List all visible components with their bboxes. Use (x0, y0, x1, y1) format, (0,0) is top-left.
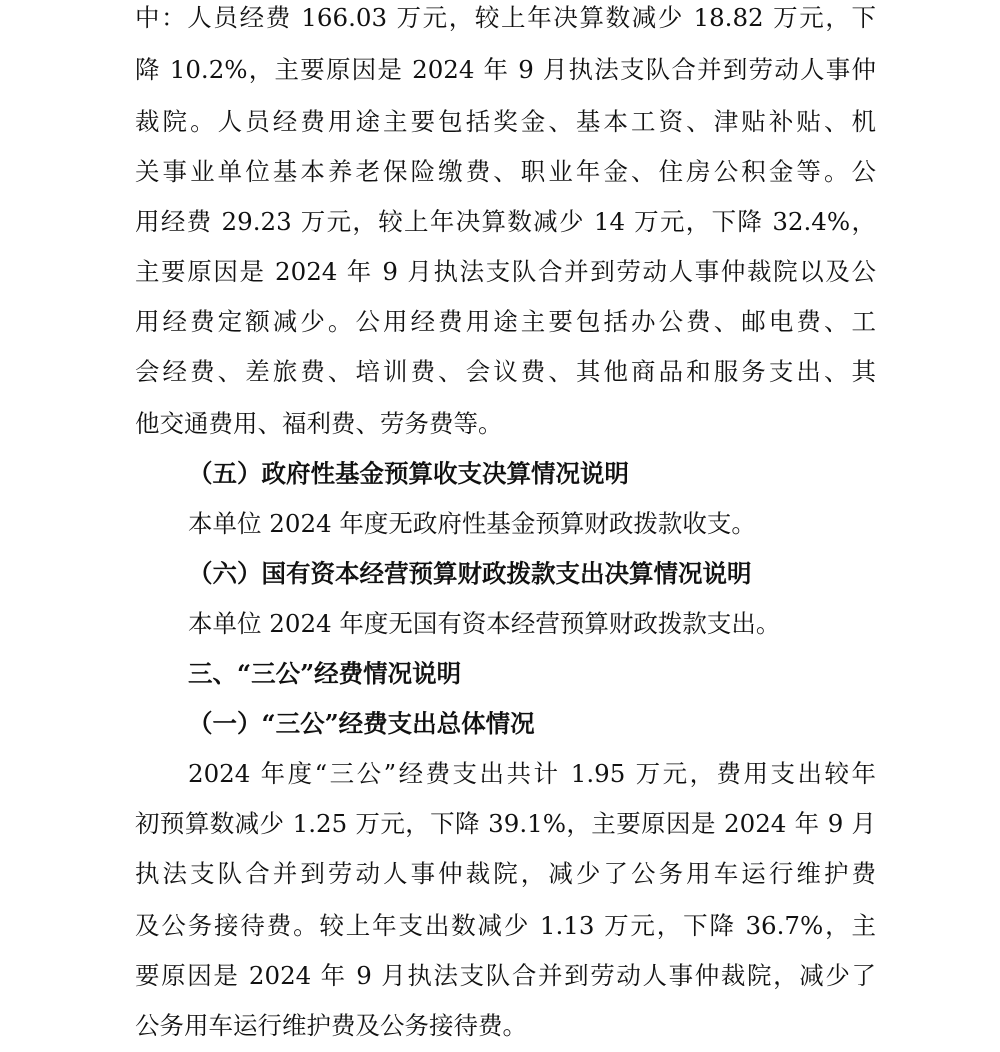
body-text-line: 2024 年度“三公”经费支出共计 1.95 万元，费用支出较年 (188, 759, 876, 788)
body-text-line: 裁院。人员经费用途主要包括奖金、基本工资、津贴补贴、机 (135, 107, 876, 136)
body-text-line: 关事业单位基本养老保险缴费、职业年金、住房公积金等。公 (135, 157, 876, 186)
body-text-line: 要原因是 2024 年 9 月执法支队合并到劳动人事仲裁院，减少了 (135, 961, 876, 990)
subsection-heading-5: （五）政府性基金预算收支决算情况说明 (188, 459, 629, 488)
body-text-line: 中：人员经费 166.03 万元，较上年决算数减少 18.82 万元，下 (135, 3, 876, 32)
subsection-heading-3-1: （一）“三公”经费支出总体情况 (188, 709, 535, 738)
body-text-line: 会经费、差旅费、培训费、会议费、其他商品和服务支出、其 (135, 357, 876, 386)
body-text-line: 主要原因是 2024 年 9 月执法支队合并到劳动人事仲裁院以及公 (135, 257, 876, 286)
body-text-line: 本单位 2024 年度无政府性基金预算财政拨款收支。 (188, 509, 756, 538)
body-text-line: 他交通费用、福利费、劳务费等。 (135, 409, 503, 438)
body-text-line: 公务用车运行维护费及公务接待费。 (135, 1011, 527, 1040)
body-text-line: 用经费定额减少。公用经费用途主要包括办公费、邮电费、工 (135, 307, 876, 336)
body-text-line: 本单位 2024 年度无国有资本经营预算财政拨款支出。 (188, 609, 781, 638)
body-text-line: 降 10.2%，主要原因是 2024 年 9 月执法支队合并到劳动人事仲 (135, 55, 876, 84)
body-text-line: 及公务接待费。较上年支出数减少 1.13 万元，下降 36.7%，主 (135, 911, 876, 940)
body-text-line: 用经费 29.23 万元，较上年决算数减少 14 万元，下降 32.4%， (135, 207, 876, 236)
body-text-line: 初预算数减少 1.25 万元，下降 39.1%，主要原因是 2024 年 9 月 (135, 809, 876, 838)
subsection-heading-6: （六）国有资本经营预算财政拨款支出决算情况说明 (188, 559, 752, 588)
section-heading-3: 三、“三公”经费情况说明 (188, 659, 462, 688)
body-text-line: 执法支队合并到劳动人事仲裁院，减少了公务用车运行维护费 (135, 859, 876, 888)
